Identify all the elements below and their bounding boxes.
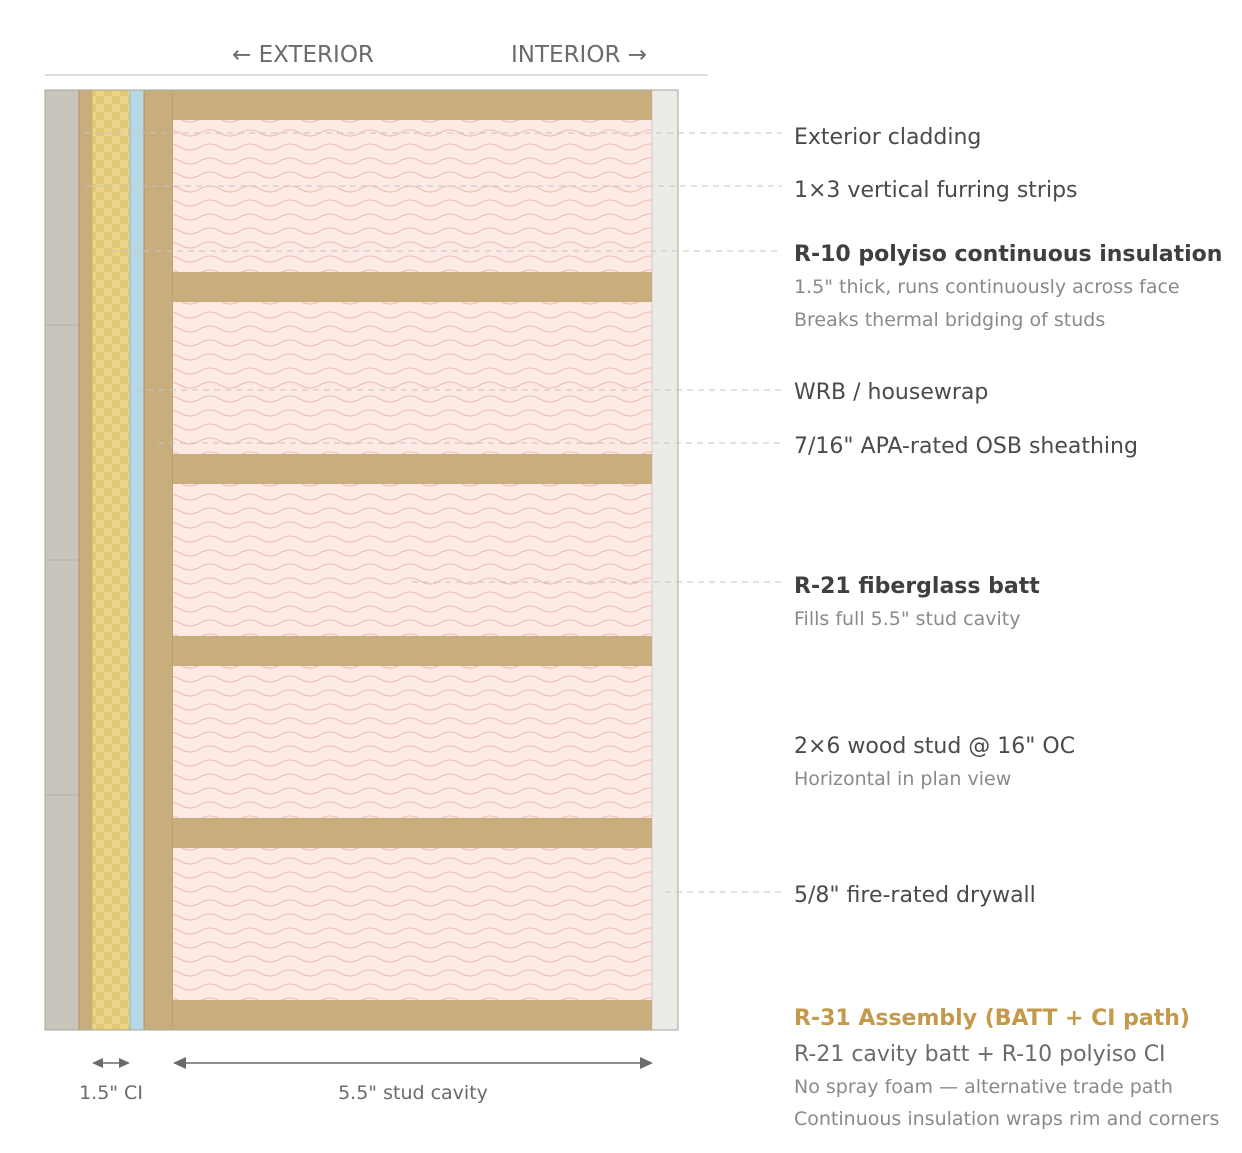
exterior-direction-label: ← EXTERIOR (232, 42, 374, 68)
cavity-dimension-arrow-right (640, 1057, 653, 1069)
wood-stud (173, 90, 652, 120)
callout-polyiso-note-1: 1.5" thick, runs continuously across face (794, 276, 1180, 298)
assembly-summary-line-2: No spray foam — alternative trade path (794, 1076, 1173, 1098)
furring-strip-layer (79, 90, 92, 1030)
wrb-layer (130, 90, 144, 1030)
cavity-dimension-arrow-left (173, 1057, 186, 1069)
assembly-summary-line-3: Continuous insulation wraps rim and corners (794, 1108, 1220, 1130)
callout-polyiso: R-10 polyiso continuous insulation (794, 242, 1223, 267)
ci-dimension-arrow-left (92, 1058, 103, 1068)
wood-stud (173, 636, 652, 666)
wood-stud (173, 454, 652, 484)
cavity-dimension-label: 5.5" stud cavity (338, 1082, 488, 1104)
assembly-summary-line-1: R-21 cavity batt + R-10 polyiso CI (794, 1042, 1166, 1067)
callout-wrb: WRB / housewrap (794, 380, 989, 405)
callout-drywall: 5/8" fire-rated drywall (794, 883, 1036, 908)
batt-insulation-layer (173, 90, 652, 1030)
ci-dimension-arrow-right (119, 1058, 130, 1068)
wall-section (45, 90, 678, 1030)
wood-stud (173, 1000, 652, 1030)
callout-furring: 1×3 vertical furring strips (794, 178, 1078, 203)
callout-batt: R-21 fiberglass batt (794, 574, 1040, 599)
callout-stud-note: Horizontal in plan view (794, 768, 1012, 790)
callout-batt-note: Fills full 5.5" stud cavity (794, 608, 1021, 630)
callout-osb: 7/16" APA-rated OSB sheathing (794, 434, 1138, 459)
wood-stud (173, 272, 652, 302)
assembly-summary-title: R-31 Assembly (BATT + CI path) (794, 1006, 1190, 1031)
drywall-layer (652, 90, 678, 1030)
ci-dimension-label: 1.5" CI (79, 1082, 143, 1104)
callout-cladding: Exterior cladding (794, 125, 982, 150)
interior-direction-label: INTERIOR → (511, 42, 648, 68)
wood-stud (173, 818, 652, 848)
callout-polyiso-note-2: Breaks thermal bridging of studs (794, 309, 1106, 331)
polyiso-layer (92, 90, 130, 1030)
osb-sheathing-layer (144, 90, 173, 1030)
callout-stud: 2×6 wood stud @ 16" OC (794, 734, 1076, 759)
ci-dimension (79, 1058, 143, 1104)
cavity-dimension (173, 1057, 653, 1104)
